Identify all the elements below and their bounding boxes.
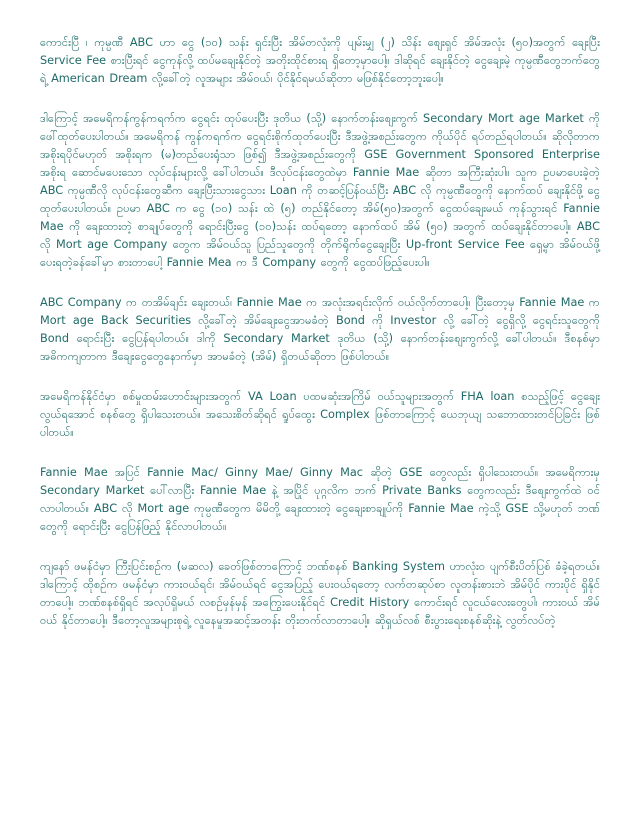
paragraph-5: Fannie Mae အပြင် Fannie Mac/ Ginny Mae/ Ginny Mac ဆိုတဲ့ GSE တွေလည်း ရှိပါသေးတယ်။ အမေရိကားမှ Secondary Market ပေါ်လာပြီး Fannie Mae နဲ့ အပြိုင် ပုဂ္ဂလိက ဘက် Private Banks တွေကလည်း ဒီစျေးကွက်ထဲ ဝင်လာပါတယ်။ ABC လို Mort age ကုမ္ပဏီတွေက မိမိတို့ ချေးထားတဲ့ ငွေချေးစာချုပ်ကို Fannie Mae ကဲ့သို့ GSE သို့မဟုတ် ဘဏ်တွေကို ရောင်းပြီး ငွေပြန်ဖြည့် နိုင်လာပါတယ်။ bbox=[40, 466, 600, 533]
paragraph-6: ကျနော် ဖမန်ငံမှာ ကြီးပြင်းစဉ်က (မဆလ) ခေတ်ဖြစ်တာကြောင့် ဘဏ်စနစ် Banking System ဟာလုံးဝ ပျက်စီးပိတ်ပြစ် ခံခဲ့ရတယ်။ ဒါကြောင့် ထိုစဉ်က ဖမန်ငံမှာ ကားဝယ်ရင်၊ အိမ်ဝယ်ရင် ငွေအပြည့် ပေးဝယ်ရတော့ လက်တဆုပ်စာ လူတန်းစားဘဲ အိမ်ပိုင် ကားပိုင် ရှိနိုင်တာပေါ့။ ဘဏ်စနစ်ရှိရင် အလုပ်ရှိမယ် လစဉ်မှန်မှန် အကြွေးပေးနိုင်ရင် Credit History ကောင်းရင် လူငယ်လေးတွေပါ၊ ကားဝယ် အိမ်ဝယ် နိုင်တာပေါ့။ ဒီတော့လူအများစုရဲ့ လူနေမှုအဆင့်အတန်း တိုးတက်လာတာပေါ့။ ဆိုရှယ်လစ် စီးပွားရေးစနစ်ဆိုးနဲ့ လွတ်လပ်တဲ့ bbox=[40, 560, 600, 627]
document-page bbox=[40, 34, 600, 630]
paragraph-4: အမေရိကန်နိုင်ငံမှာ စစ်မှုထမ်းဟောင်းများအတွက် VA Loan ပထမဆုံးအကြိမ် ဝယ်သူများအတွက် FHA loan စသည့်ဖြင့် ငွေချေးလွယ်ရအောင် စနစ်တွေ ရှိပါသေးတယ်။ အသေးစိတ်ဆိုရင် ရှုပ်ထွေး Complex ဖြစ်တာကြောင့် ယေဘုယျ သဘောထားတင်ပြခြင်း ဖြစ်ပါတယ်။ bbox=[40, 390, 600, 439]
paragraph-1: ကောင်းပြီ ၊ ကုမ္ပဏီ ABC ဟာ ငွေ (၁၀) သန်း ရှင်းပြီး အိမ်တလုံးကို ပျမ်းမျှ (၂) သိန်း စျေးရှင် အိမ်အလုံး (၅၀)အတွက် ချေးပြီး Service Fee စားပြီးရင် ငွေကုန်လို့ ထပ်မချေးနိုင်တဲ့ အတိုးထိုင်စားရ ရှိတော့မှာပေါ့။ ဒါဆိုရင် ချေးနိုင်တဲ့ ငွေချေးမဲ့ ကုမ္ပဏီတွေဘက်တွေရဲ့ American Dream လို့ခေါ်တဲ့ လူအများ အိမ်ဝယ်၊ ပိုင်နိုင်ရမယ်ဆိုတာ မဖြစ်နိုင်တော့ဘူးပေါ့။ bbox=[40, 36, 600, 85]
paragraph-3: ABC Company က တအိမ်ချင်း ချေးတယ်၊ Fannie Mae က အလုံးအရင်းလိုက် ဝယ်လိုက်တာပေါ့။ ပြီးတော့မှ Fannie Mae က Mort age Back Securities လို့ခေါ်တဲ့ အိမ်ချေးငွေအာမခံတဲ့ Bond ကို Investor လို့ ခေါ်တဲ့ ငွေရှိလို့ ငွေရင်းသူတွေကို Bond ရောင်းပြီး ငွေပြန်ရပါတယ်။ ဒါကို Secondary Market ဒုတိယ (သို့) နောက်တန်းစျေးကွက်လို့ ခေါ်ပါတယ်။ ဒီစနစ်မှာ အဓိကကျတာက ဒီချေးငွေတွေနောက်မှာ အာမခံတဲ့ (အိမ်) ရှိတယ်ဆိုတာ ဖြစ်ပါတယ်။ bbox=[40, 296, 600, 363]
paragraph-2: ဒါကြောင့် အမေရိကန်ကွန်ကရက်က ငွေရင်း ထုပ်ပေးပြီး ဒုတိယ (သို့) နောက်တန်းစျေးကွက် Secondary Mort age Market ကို ဖေါ်ထုတ်ပေးပါတယ်။ အမေရိကန် ကွန်ကရက်က ငွေရင်းစိုက်ထုတ်ပေးပြီး ဒီအဖွဲ့အစည်းတွေက ကိုယ်ပိုင် ရပ်တည်ရပါတယ်။ ဆိုလိုတာက အစိုးရပိုင်မဟုတ် အစိုးရက (မ)တည်ပေးရုံသာ ဖြစ်၍ ဒီအဖွဲ့အစည်းတွေကို GSE Government Sponsored Enterprise အစိုးရ ဆောင်မပေးသော လုပ်ငန်းများလို့ ခေါ်ပါတယ်။ ဒီလုပ်ငန်းတွေထဲမှာ Fannie Mae ဆိုတာ အကြီးဆုံးပါ။ သူက ဥပမာပေးခဲ့တဲ့ ABC ကုမ္ပဏီလို လုပ်ငန်းတွေဆီက ချေးပြီးသားငွေသား Loan ကို တဆင့်ပြန်ဝယ်ပြီး ABC လို ကုမ္ပဏီတွေကို နောက်ထပ် ချေးနိုင်ဖို့ ငွေထုတ်ပေးပါတယ်။ ဥပမာ ABC က ငွေ (၁၀) သန်း ထဲ (၅) တည်နိုင်တော့ အိမ်(၅၀)အတွက် ငွေထပ်ချေးမယ် ကုန်သွားရင် Fannie Mae ကို ချေးထားတဲ့ စာချုပ်တွေကို ရောင်းပြီးငွေ (၁၀)သန်း ထပ်ရတော့ နောက်ထပ် အိမ် (၅၀) အတွက် ထပ်ချေးနိုင်တာပေါ့။ ABC လို Mort age Company တွေက အိမ်ဝယ်သူ ပြည်သူတွေကို တိုက်ရိုက်ငွေချေးပြီး Up-front Service Fee ရှေ့မှာ အိမ်ဝယ်ဖို့ ပေးရတဲ့ခန်ခေါ်မှာ စားတာပေါ့ Fannie Mea က ဒီ Company တွေကို ငွေထပ်ဖြည့်ပေးပါ။ bbox=[40, 112, 600, 269]
